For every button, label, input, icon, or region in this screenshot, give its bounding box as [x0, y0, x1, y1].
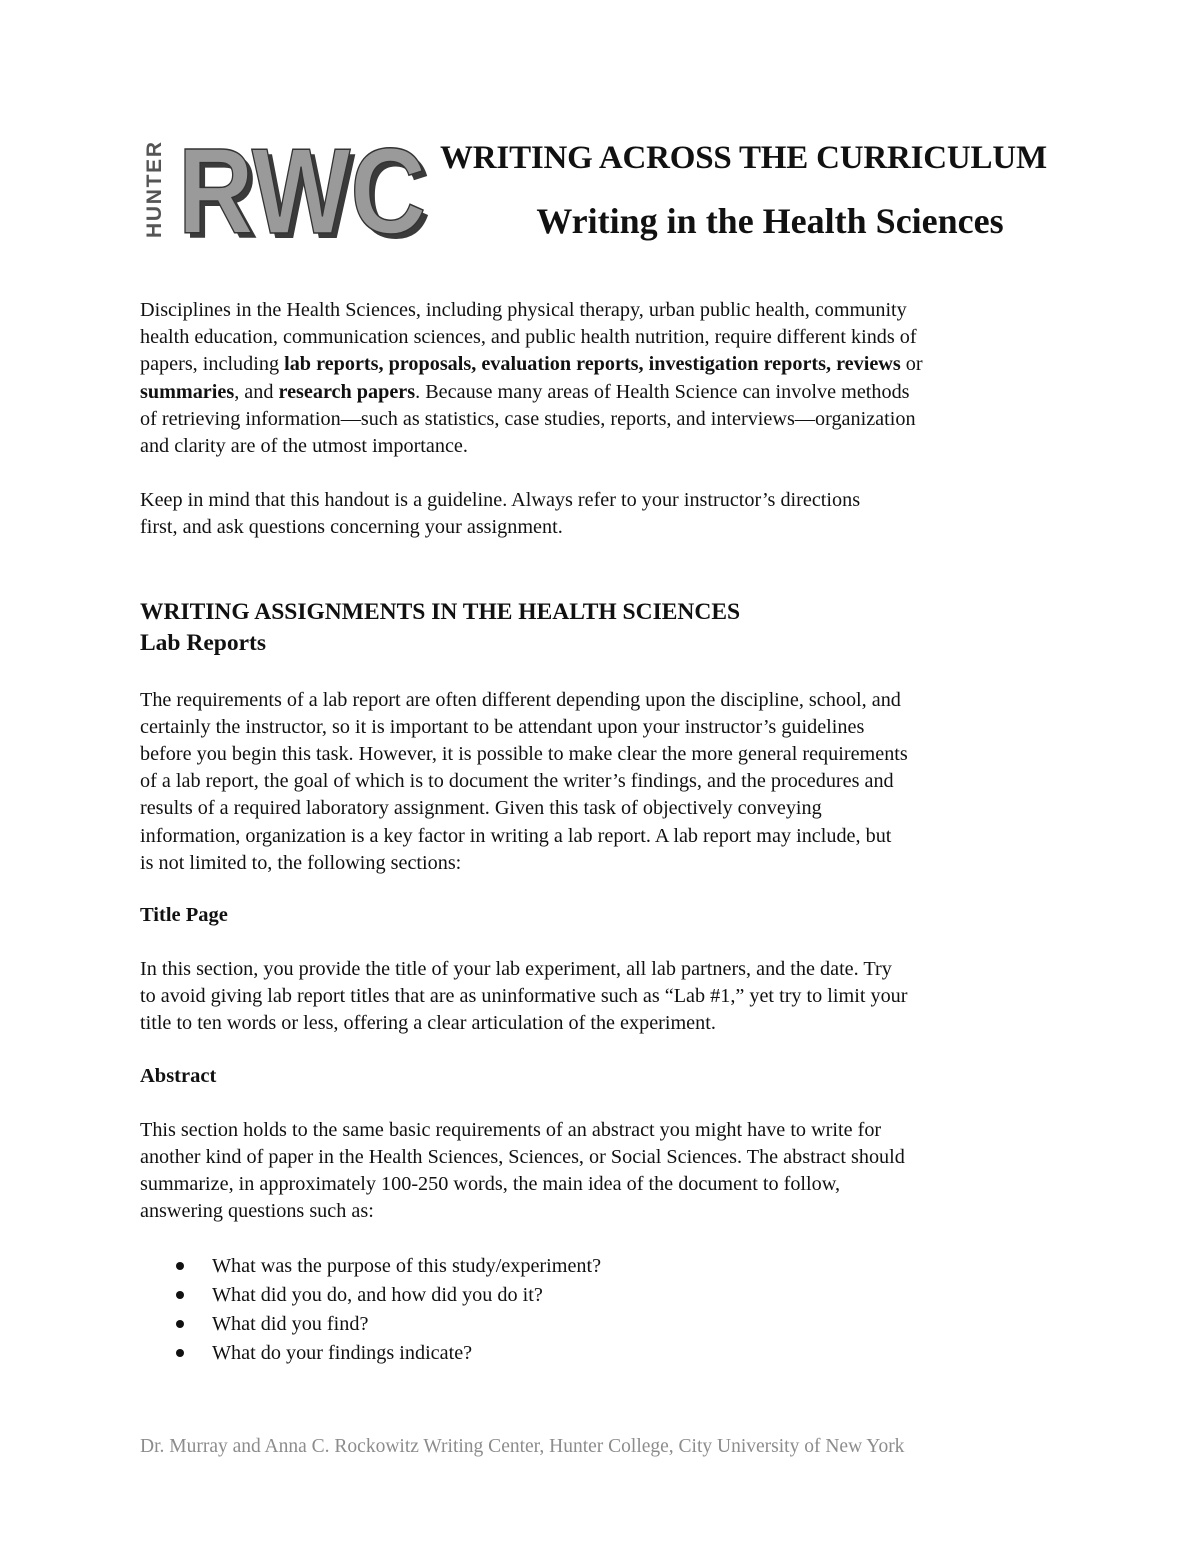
lab-report-paragraph: The requirements of a lab report are often different depending upon the discipline, school, and certainly the instructor, so it is important to be attendant upon your instructor’s guidelines before you begin this task. However, it is possible to make clear the more general requirements of a lab report, the goal of which is to document the writer’s findings, and the procedures and results of a required laboratory assignment. Given this task of objectively conveying information, organization is a key factor in writing a lab report. A lab report may include, but is not limited to, the following sections: [140, 688, 908, 874]
title-page-paragraph: In this section, you provide the title of your lab experiment, all lab partners, and the date. Try to avoid giving lab report titles that are as uninformative such as “Lab #1,” yet try to limit your title to ten words or less, offering a clear articulation of the experiment. [140, 958, 908, 1035]
list-item-text: What was the purpose of this study/experiment? [212, 1255, 602, 1278]
intro-text: , and [234, 380, 279, 403]
bullet-icon [176, 1291, 184, 1299]
abstract-paragraph: This section holds to the same basic requirements of an abstract you might have to write for another kind of paper in the Health Sciences, Sciences, or Social Sciences. The abstract should summarize, in approximately 100-250 words, the main idea of the document to follow, answering questions such as: [140, 1118, 905, 1223]
header-subtitle: Writing in the Health Sciences [536, 201, 1004, 241]
guideline-paragraph: Keep in mind that this handout is a guideline. Always refer to your instructor’s directions first, and ask questions concerning your assignment. [140, 489, 861, 539]
intro-bold-research: research papers [278, 380, 416, 403]
list-item-text: What did you find? [212, 1313, 369, 1336]
list-item-text: What did you do, and how did you do it? [212, 1284, 543, 1307]
title-page-heading: Title Page [140, 904, 228, 927]
intro-text: . Because many areas of Health Science can involve methods of retrieving information—such as statistics, case studies, reports, and interviews—organization and clarity are of the utmost importance. [140, 380, 916, 458]
rwc-logo-text: RWC [178, 138, 426, 248]
intro-bold-summaries: summaries [140, 380, 235, 403]
document-body [140, 297, 1070, 1368]
section-subheading: Lab Reports [140, 629, 266, 656]
bullet-icon [176, 1320, 184, 1328]
rwc-logo-shadow: RWC [183, 138, 431, 248]
section-heading: WRITING ASSIGNMENTS IN THE HEALTH SCIENCES [140, 598, 741, 625]
list-item [140, 1310, 1070, 1339]
list-item [140, 1281, 1070, 1310]
intro-text: or [905, 353, 923, 376]
intro-bold-types: lab reports, proposals, evaluation reports, investigation reports, reviews [284, 353, 901, 376]
page-footer: Dr. Murray and Anna C. Rockowitz Writing Center, Hunter College, City University of New York [140, 1436, 905, 1457]
list-item [140, 1339, 1070, 1368]
hunter-wordmark: HUNTER [143, 142, 166, 238]
list-item [140, 1252, 1070, 1281]
intro-text: Disciplines in the Health Sciences, including physical therapy, urban public health, community health education, communication sciences, and public health nutrition, require different kinds of papers, including [140, 299, 917, 376]
abstract-question-list [140, 1252, 1070, 1368]
rwc-logo [142, 138, 438, 248]
header-title: WRITING ACROSS THE CURRICULUM [440, 140, 1047, 176]
bullet-icon [176, 1262, 184, 1270]
bullet-icon [176, 1349, 184, 1357]
list-item-text: What do your findings indicate? [212, 1342, 473, 1365]
abstract-heading: Abstract [140, 1064, 217, 1087]
intro-paragraph [140, 297, 1070, 460]
